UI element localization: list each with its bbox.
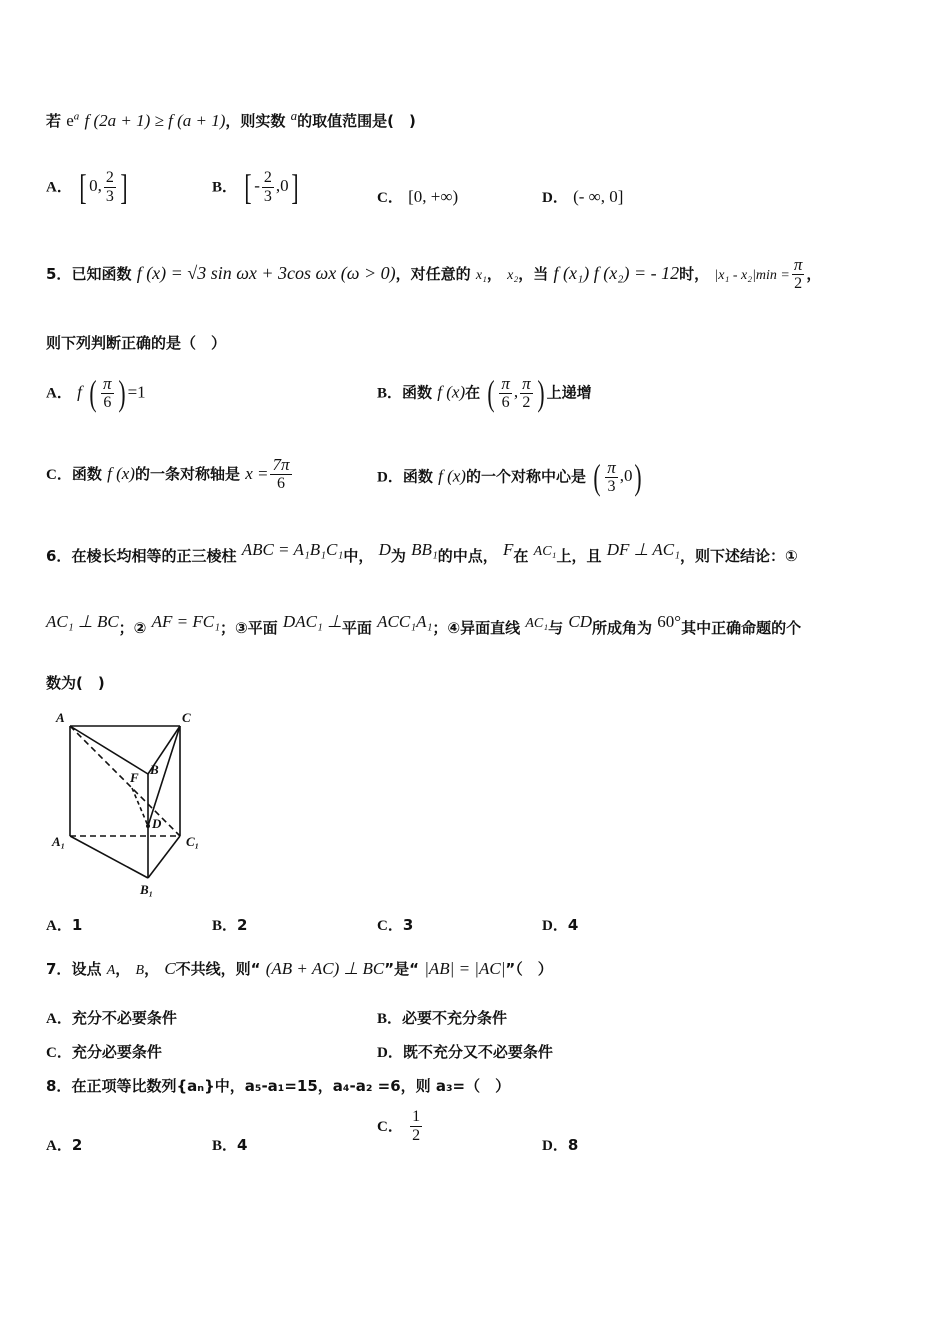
label-a1: A₁	[52, 834, 66, 849]
q5-instruction: 则下列判断正确的是（ ）	[46, 334, 227, 352]
q7-option-a[interactable]: A．充分不必要条件	[46, 1009, 177, 1027]
edge-a1b1	[70, 836, 148, 878]
q5-stem: 5．已知函数 f (x) = √3 sin ωx + 3cos ωx (ω > 0)，对任意的 x₁， x₂，当 f (x₁) f (x₂) = - 12时， |x₁ - x₂|min = $\frac{\pi}{2}$ ，	[46, 255, 822, 292]
q5-option-c[interactable]: C．函数 f (x)的一条对称轴是 x = $\frac{7\pi}{6}$	[46, 455, 290, 492]
q7-option-d[interactable]: D．既不充分又不必要条件	[377, 1043, 553, 1061]
q8-option-d[interactable]: D．8	[542, 1136, 579, 1154]
edge-c1b1	[148, 836, 180, 878]
label-a: A	[56, 710, 65, 725]
q8-stem: 8．在正项等比数列{aₙ}中，a₅-a₁=15，a₄-a₂ =6，则 a₃=（ ）	[46, 1077, 511, 1095]
q5-option-d[interactable]: D．函数 f (x)的一个对称中心是 ( $\frac{\pi}{3}$ ,0)	[377, 457, 643, 497]
edge-df	[132, 788, 148, 826]
edge-ab	[70, 726, 148, 774]
q7-option-c[interactable]: C．充分必要条件	[46, 1043, 162, 1061]
q8-option-c[interactable]: C． $\frac{1}{2}$	[377, 1108, 421, 1144]
point-d	[146, 824, 150, 828]
q4-option-c[interactable]: C． [0, +∞)	[377, 187, 459, 206]
q7-option-b[interactable]: B．必要不充分条件	[377, 1009, 508, 1027]
q6-conclusions: $^{AC_1 \perp BC}$；② $^{AF = FC_1}$；③平面 $^{DAC_1 \perp}$平面 $^{ACC_1A_1}$；④异面直线 $^{AC_1}$与 $^{CD}$所成角为 $^{60^\circ}$其中正确命题的个	[46, 612, 802, 637]
q5-option-b[interactable]: B．函数 f (x)在 ( $\frac{\pi}{6}$ , $\frac{\pi}{2}$ ) 上递增	[377, 373, 592, 413]
q8-option-a[interactable]: A．2	[46, 1136, 83, 1154]
q4-option-d[interactable]: D． (- ∞, 0]	[542, 187, 624, 206]
q6-option-b[interactable]: B．2	[212, 916, 248, 934]
edge-ac1	[70, 726, 180, 836]
q6-option-a[interactable]: A．1	[46, 916, 83, 934]
q4-option-b[interactable]: B． [ - $\frac{2}{3}$ ,0]	[212, 167, 299, 207]
label-c1: C₁	[186, 834, 200, 849]
label-c: C	[182, 710, 191, 725]
q8-option-b[interactable]: B．4	[212, 1136, 248, 1154]
label-d: D	[152, 816, 162, 831]
prism-figure	[48, 708, 208, 898]
label-f: F	[130, 770, 139, 785]
q6-option-c[interactable]: C．3	[377, 916, 414, 934]
q5-option-a[interactable]: A． f ( $\frac{\pi}{6}$ ) =1	[46, 373, 146, 413]
q4-stem: 若 $e^a$ f (2a + 1) ≥ f (a + 1)，则实数 $^a$的取值范围是( )	[46, 108, 416, 130]
label-b1: B₁	[140, 882, 154, 897]
q6-tail: 数为( )	[46, 674, 105, 692]
q6-stem: 6．在棱长均相等的正三棱柱 $^{ABC = A_1B_1C_1}$中， $^D$为 $^{BB_1}$的中点， $^F$在 $^{AC_1}$上，且 $^{DF \perp AC_1}$，则下述结论：①	[46, 540, 798, 565]
q7-stem: 7．设点 A， B， C不共线，则“ (AB + AC) ⊥ BC”是“ |AB| = |AC|”（ ）	[46, 959, 553, 978]
label-b: B	[150, 762, 159, 777]
q6-option-d[interactable]: D．4	[542, 916, 579, 934]
q4-option-a[interactable]: A． [ 0, $\frac{2}{3}$ ]	[46, 167, 128, 207]
